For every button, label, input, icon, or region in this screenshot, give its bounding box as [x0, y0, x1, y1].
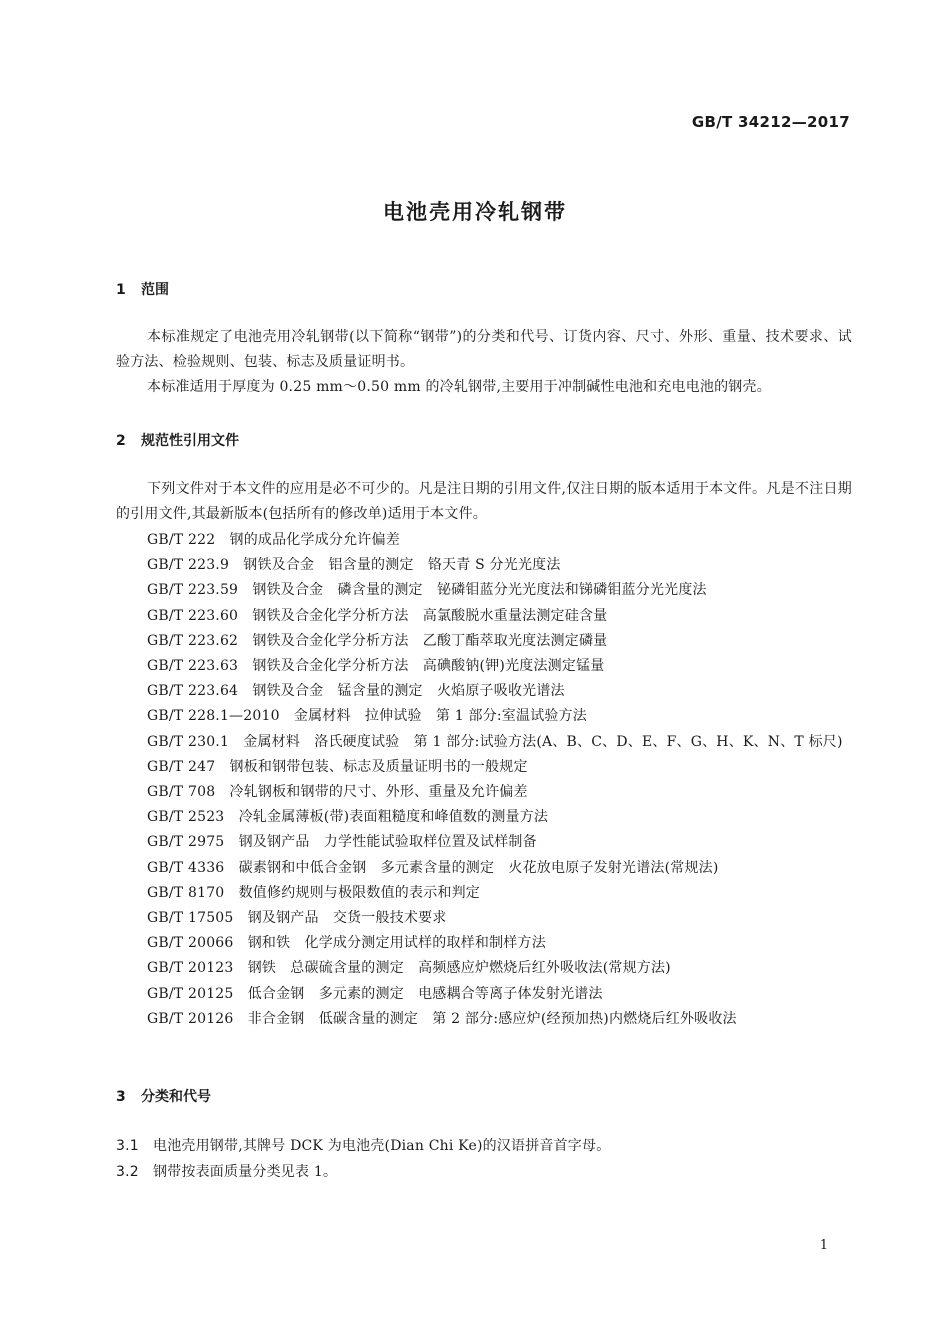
document-title: 电池壳用冷轧钢带 — [383, 200, 567, 224]
reference-item: GB/T 228.1—2010 金属材料 拉伸试验 第 1 部分:室温试验方法 — [147, 708, 588, 725]
reference-item: GB/T 222 钢的成品化学成分允许偏差 — [147, 532, 400, 548]
section-2-heading — [116, 430, 239, 450]
reference-item: GB/T 2975 钢及钢产品 力学性能试验取样位置及试样制备 — [147, 834, 537, 851]
section-number: 3 — [116, 1089, 126, 1105]
section-title: 分类和代号 — [141, 1089, 211, 1105]
normative-intro-paragraph: 下列文件对于本文件的应用是必不可少的。凡是注日期的引用文件,仅注日期的版本适用于本文件。凡是不注日期的引用文件,其最新版本(包括所有的修改单)适用于本文件。 — [116, 481, 852, 522]
reference-item: GB/T 20125 低合金钢 多元素的测定 电感耦合等离子体发射光谱法 — [147, 985, 603, 1002]
section-3-heading — [116, 1086, 211, 1106]
reference-item: GB/T 223.9 钢铁及合金 铝含量的测定 铬天青 S 分光光度法 — [147, 557, 561, 574]
reference-item: GB/T 20126 非合金钢 低碳含量的测定 第 2 部分:感应炉(经预加热)内燃烧后红外吸收法 — [147, 1010, 737, 1027]
reference-item: GB/T 20066 钢和铁 化学成分测定用试样的取样和制样方法 — [147, 935, 546, 952]
section-title: 范围 — [141, 282, 169, 298]
section-number: 1 — [116, 282, 126, 298]
clause-number: 3.2 — [116, 1164, 139, 1180]
reference-item: GB/T 708 冷轧钢板和钢带的尺寸、外形、重量及允许偏差 — [147, 784, 528, 801]
reference-item: GB/T 223.62 钢铁及合金化学分析方法 乙酸丁酯萃取光度法测定磷量 — [147, 632, 608, 649]
reference-item: GB/T 223.59 钢铁及合金 磷含量的测定 铋磷钼蓝分光光度法和锑磷钼蓝分光光度法 — [147, 582, 707, 599]
reference-item: GB/T 223.64 钢铁及合金 锰含量的测定 火焰原子吸收光谱法 — [147, 683, 565, 700]
reference-item: GB/T 4336 碳素钢和中低合金钢 多元素含量的测定 火花放电原子发射光谱法(常规法) — [147, 859, 719, 876]
scope-paragraph-2: 本标准适用于厚度为 0.25 mm～0.50 mm 的冷轧钢带,主要用于冲制碱性电池和充电电池的钢壳。 — [147, 379, 771, 395]
scope-paragraph-1: 本标准规定了电池壳用冷轧钢带(以下简称“钢带”)的分类和代号、订货内容、尺寸、外形、重量、技术要求、试验方法、检验规则、包装、标志及质量证明书。 — [116, 329, 852, 370]
section-title: 规范性引用文件 — [141, 433, 239, 449]
section-1-heading — [116, 279, 169, 299]
reference-item: GB/T 20123 钢铁 总碳硫含量的测定 高频感应炉燃烧后红外吸收法(常规方法) — [147, 960, 671, 977]
clause-3-2 — [116, 1161, 337, 1181]
reference-item: GB/T 247 钢板和钢带包装、标志及质量证明书的一般规定 — [147, 758, 528, 775]
reference-list — [116, 528, 852, 1032]
reference-item: GB/T 230.1 金属材料 洛氏硬度试验 第 1 部分:试验方法(A、B、C、D、E、F、G、H、K、N、T 标尺) — [147, 733, 843, 750]
page-number: 1 — [819, 1238, 828, 1253]
reference-item: GB/T 8170 数值修约规则与极限数值的表示和判定 — [147, 884, 481, 901]
clause-text: 电池壳用钢带,其牌号 DCK 为电池壳(Dian Chi Ke)的汉语拼音首字母。 — [153, 1138, 611, 1154]
standard-code: GB/T 34212—2017 — [691, 113, 850, 131]
clause-text: 钢带按表面质量分类见表 1。 — [153, 1164, 338, 1180]
clause-3-1 — [116, 1135, 610, 1155]
reference-item: GB/T 223.63 钢铁及合金化学分析方法 高碘酸钠(钾)光度法测定锰量 — [147, 658, 605, 675]
reference-item: GB/T 223.60 钢铁及合金化学分析方法 高氯酸脱水重量法测定硅含量 — [147, 607, 608, 624]
reference-item: GB/T 2523 冷轧金属薄板(带)表面粗糙度和峰值数的测量方法 — [147, 809, 549, 826]
section-number: 2 — [116, 433, 126, 449]
clause-number: 3.1 — [116, 1138, 139, 1154]
reference-item: GB/T 17505 钢及钢产品 交货一般技术要求 — [147, 910, 447, 927]
